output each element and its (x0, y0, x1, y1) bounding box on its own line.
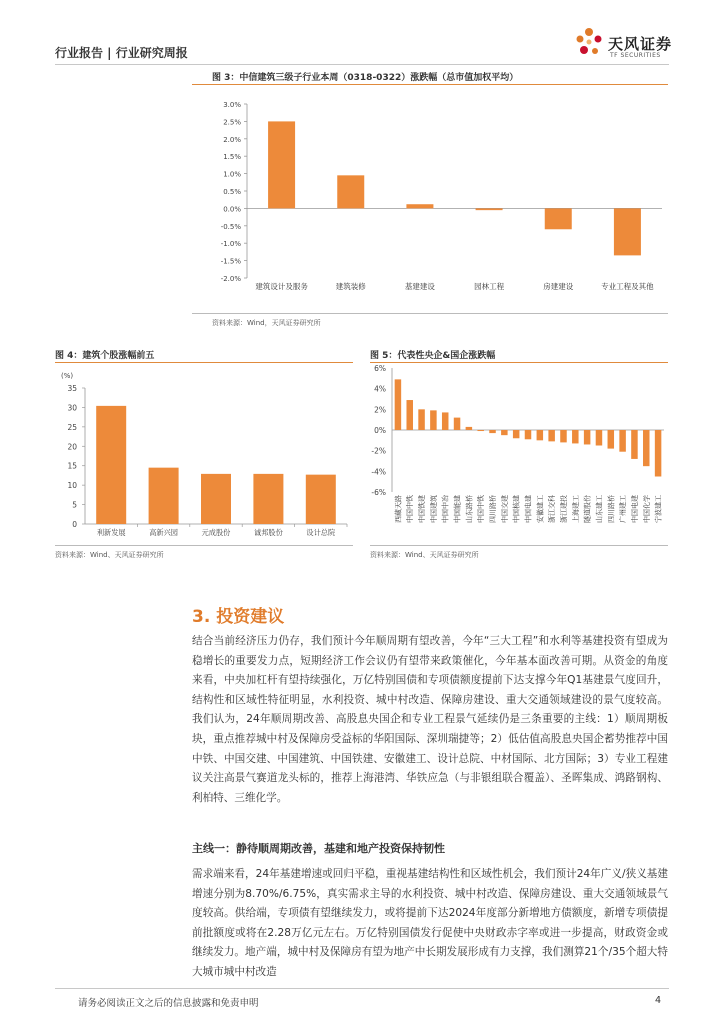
y-tick-label: 1.5% (223, 153, 241, 162)
mainline-heading: 主线一：静待顺周期改善，基建和地产投资保持韧性 (192, 842, 445, 855)
category-label: 安徽建工 (536, 495, 545, 523)
footer-disclaimer: 请务必阅读正文之后的信息披露和免责申明 (78, 998, 259, 1009)
y-tick-label: 25 (67, 422, 77, 432)
bar (268, 121, 295, 208)
category-label: 中国化学 (642, 495, 651, 523)
figure5-chart (366, 364, 668, 542)
figure5-source-rule (370, 545, 668, 546)
brand-subname: TF SECURITIES (610, 52, 661, 59)
figure4-chart (55, 364, 353, 542)
y-tick-label: 5 (72, 500, 77, 510)
figure5-title: 图 5：代表性央企&国企涨跌幅 (370, 351, 496, 361)
brand-name: 天风证券 (608, 35, 673, 53)
category-label: 中国交建 (500, 495, 509, 523)
category-label: 中国建筑 (429, 495, 438, 523)
bar (631, 430, 638, 459)
y-tick-label: 4% (374, 384, 386, 394)
category-label: 四川路桥 (607, 495, 616, 523)
category-label: 基建建设 (404, 282, 435, 291)
category-label: 山东建工 (595, 495, 604, 523)
header-divider (55, 64, 669, 65)
y-tick-label: 6% (374, 364, 386, 373)
category-label: 广州建工 (619, 495, 628, 523)
category-label: 西藏天路 (394, 495, 403, 523)
figure3-rule (192, 84, 668, 85)
y-tick-label: 2.5% (223, 118, 241, 127)
category-label: 浙江交科 (548, 495, 557, 523)
bar (406, 204, 433, 208)
y-tick-label: 15 (67, 461, 77, 471)
bar (253, 474, 283, 524)
y-tick-label: 0.0% (223, 205, 241, 214)
bar (501, 430, 508, 435)
y-tick-label: 3.0% (223, 101, 241, 109)
bar (466, 427, 473, 430)
category-label: 宁波建工 (654, 495, 663, 523)
category-label: 中国中铁 (406, 495, 415, 523)
category-label: 中国核建 (512, 495, 521, 523)
figure3-source: 资料来源：Wind，天风证券研究所 (212, 319, 321, 327)
y-tick-label: -6% (371, 488, 386, 497)
bar (655, 430, 662, 477)
figure3-chart (192, 92, 668, 307)
bar (201, 474, 231, 524)
y-tick-label: 30 (67, 403, 77, 413)
y-tick-label: 2.0% (223, 135, 241, 144)
y-tick-label: 35 (67, 384, 77, 393)
bar (525, 430, 532, 439)
category-label: 利新发展 (96, 528, 126, 537)
category-label: 高新兴园 (149, 528, 178, 537)
bar (454, 418, 461, 430)
bar (560, 430, 567, 442)
bar (430, 410, 437, 430)
bar (619, 430, 626, 452)
figure5-rule (370, 362, 668, 363)
y-tick-label: -0.5% (220, 222, 241, 231)
category-label: 中国电建 (630, 495, 639, 523)
bar (442, 412, 449, 430)
figure4-title: 图 4：建筑个股涨幅前五 (55, 351, 155, 361)
bar (489, 430, 496, 433)
y-tick-label: 0 (72, 520, 77, 529)
y-tick-label: 20 (67, 442, 77, 452)
y-tick-label: -2% (371, 446, 386, 456)
category-label: 房建建设 (543, 282, 574, 291)
category-label: 上海建工 (571, 495, 580, 523)
category-label: 中国中冶 (441, 495, 450, 523)
bar (608, 430, 615, 449)
bar (149, 468, 179, 524)
y-tick-label: 0% (374, 426, 386, 435)
figure3-title: 图 3：中信建筑三级子行业本周（0318-0322）涨跌幅（总市值加权平均） (212, 73, 519, 83)
bar (584, 430, 591, 444)
category-label: 隧道股份 (583, 495, 592, 523)
y-tick-label: -4% (371, 467, 386, 477)
y-tick-label: -1.5% (220, 257, 241, 266)
figure4-source-rule (55, 545, 353, 546)
report-type: 行业报告 | 行业研究周报 (55, 46, 188, 60)
brand-logo-icon (572, 26, 606, 60)
bar (406, 400, 413, 430)
category-label: 四川路桥 (489, 495, 498, 523)
bar (418, 409, 425, 430)
figure5-source: 资料来源：Wind、天风证券研究所 (370, 551, 479, 559)
section-heading: 3. 投资建议 (192, 607, 285, 627)
category-label: 建筑设计及服务 (255, 282, 308, 291)
category-label: 诚邦股份 (254, 528, 283, 537)
figure4-rule (55, 362, 353, 363)
y-tick-label: 10 (67, 481, 77, 491)
bar (337, 175, 364, 208)
bar (476, 208, 503, 210)
category-label: 元成股份 (201, 528, 231, 537)
unit-label: (%) (61, 372, 74, 380)
y-tick-label: -1.0% (220, 240, 241, 249)
y-tick-label: 0.5% (223, 188, 241, 196)
bar (513, 430, 520, 438)
figure4-source: 资料来源：Wind、天风证券研究所 (55, 551, 164, 559)
bar (614, 208, 641, 255)
mainline-paragraph: 需求端来看，24年基建增速或回归平稳，重视基建结构性和区域性机会，我们预计24年广义/狭义基建增速分别为8.70%/6.75%，真实需求主导的水利投资、城中村改造、保障房建设、重大交通领域景气度较高。供给端，专项债有望继续发力，或将提前下达2024年度部分新增地方债额度，新增专项债提前批额度或将在2.28万亿元左右。万亿特别国债发行促使中央财政赤字率或进一步提高，财政资金或继续发力。地产端，城中村及保障房有望为地产中长期发展形成有力支撑，我们测算21个/35个超大特大城市城中村改造 (192, 868, 668, 978)
bar (96, 406, 126, 524)
figure3-source-rule (192, 313, 668, 314)
page-number: 4 (655, 995, 662, 1006)
bar (537, 430, 544, 440)
bar (306, 475, 336, 524)
bar (643, 430, 650, 466)
y-tick-label: 2% (374, 405, 386, 415)
category-label: 浙江建投 (559, 495, 568, 523)
investment-paragraph: 结合当前经济压力仍存，我们预计今年顺周期有望改善，今年“三大工程”和水利等基建投资有望成为稳增长的重要发力点，短期经济工作会议仍有望带来政策催化，今年基本面改善可期。从资金的角度来看，中央加杠杆有望持续强化，万亿特别国债和专项债额度提前下达支撑今年Q1基建景气度回升，结构性和区域性特征明显，水利投资、城中村改造、保障房建设、重大交通领域建设的景气度较高。我们认为，24年顺周期改善、高股息央国企和专业工程景气延续仍是三条重要的主线：1）顺周期板块，重点推荐城中村及保障房受益标的华阳国际、深圳瑞捷等；2）低估值高股息央国企蓄势推荐中国中铁、中国交建、中国建筑、中国铁建、安徽建工、设计总院、中材国际、北方国际；3）专业工程建议关注高景气赛道龙头标的，推荐上海港湾、华铁应急（与非银组联合覆盖）、圣晖集成、鸿路钢构、利柏特、三维化学。 (192, 635, 668, 804)
category-label: 中国电建 (524, 495, 533, 523)
bar (395, 379, 402, 430)
bar (477, 430, 484, 431)
y-tick-label: 1.0% (223, 170, 241, 179)
bar (545, 208, 572, 229)
category-label: 山东路桥 (465, 495, 474, 523)
bar (548, 430, 555, 441)
category-label: 中国能建 (453, 495, 462, 523)
category-label: 设计总院 (306, 528, 336, 537)
y-tick-label: -2.0% (220, 275, 241, 283)
bar (572, 430, 579, 443)
bar (596, 430, 603, 446)
category-label: 中国铁建 (418, 495, 427, 523)
category-label: 中国中铁 (477, 495, 486, 523)
footer-divider (55, 988, 669, 989)
category-label: 建筑装修 (335, 282, 366, 291)
category-label: 园林工程 (474, 282, 505, 291)
category-label: 专业工程及其他 (601, 282, 654, 291)
